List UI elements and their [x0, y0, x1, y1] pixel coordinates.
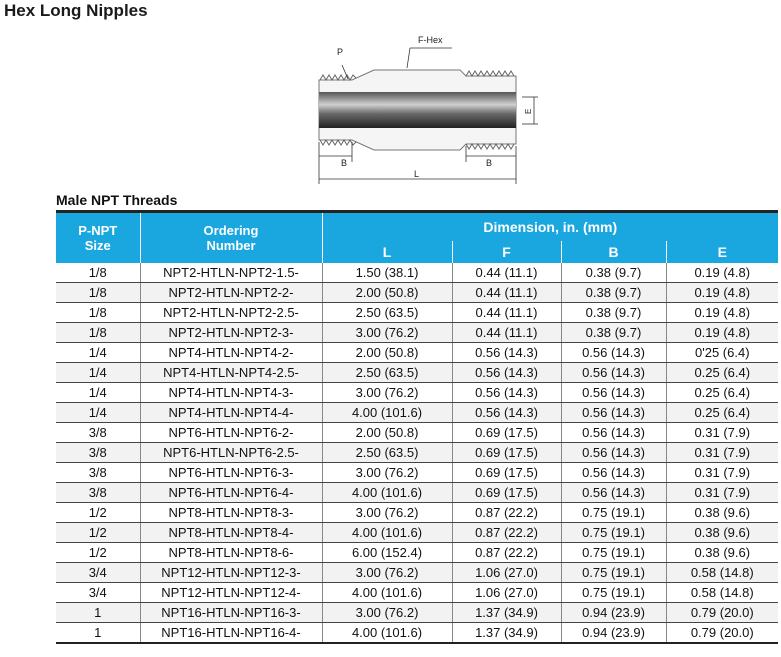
- cell-ordering-number: NPT4-HTLN-NPT4-3-: [140, 383, 322, 403]
- header-col-e: E: [666, 241, 778, 263]
- cell-l: 2.50 (63.5): [322, 303, 452, 323]
- section-title: Male NPT Threads: [56, 192, 178, 208]
- cell-l: 2.00 (50.8): [322, 283, 452, 303]
- cell-b: 0.38 (9.7): [561, 303, 666, 323]
- cell-ordering-number: NPT2-HTLN-NPT2-2.5-: [140, 303, 322, 323]
- cell-size: 3/8: [56, 443, 140, 463]
- nipple-diagram: [312, 30, 552, 190]
- table-row: [56, 343, 778, 363]
- cell-f: 0.56 (14.3): [452, 363, 561, 383]
- table-row: [56, 423, 778, 443]
- cell-f: 0.69 (17.5): [452, 483, 561, 503]
- cell-ordering-number: NPT2-HTLN-NPT2-2-: [140, 283, 322, 303]
- header-col-f: F: [452, 241, 561, 263]
- table-row: [56, 523, 778, 543]
- cell-f: 0.56 (14.3): [452, 383, 561, 403]
- cell-e: 0.19 (4.8): [666, 323, 778, 343]
- cell-size: 1/2: [56, 543, 140, 563]
- cell-l: 2.50 (63.5): [322, 443, 452, 463]
- header-ordering-line2: Number: [206, 238, 256, 253]
- header-ordering: [140, 212, 322, 264]
- cell-l: 2.50 (63.5): [322, 363, 452, 383]
- cell-b: 0.56 (14.3): [561, 363, 666, 383]
- label-e: E: [524, 108, 533, 114]
- cell-ordering-number: NPT2-HTLN-NPT2-1.5-: [140, 263, 322, 283]
- cell-size: 1/8: [56, 283, 140, 303]
- header-dimension-group: Dimension, in. (mm): [322, 212, 778, 242]
- header-size-line1: P-NPT: [78, 223, 118, 238]
- cell-e: 0.58 (14.8): [666, 583, 778, 603]
- cell-l: 6.00 (152.4): [322, 543, 452, 563]
- cell-b: 0.56 (14.3): [561, 483, 666, 503]
- cell-size: 1: [56, 603, 140, 623]
- cell-f: 0.56 (14.3): [452, 343, 561, 363]
- table-row: [56, 483, 778, 503]
- cell-e: 0.58 (14.8): [666, 563, 778, 583]
- cell-e: 0'25 (6.4): [666, 343, 778, 363]
- cell-b: 0.75 (19.1): [561, 543, 666, 563]
- cell-e: 0.19 (4.8): [666, 303, 778, 323]
- cell-size: 1/4: [56, 383, 140, 403]
- cell-f: 0.69 (17.5): [452, 463, 561, 483]
- cell-size: 3/4: [56, 583, 140, 603]
- label-b-left: B: [341, 158, 348, 168]
- table-row: [56, 563, 778, 583]
- cell-b: 0.56 (14.3): [561, 463, 666, 483]
- cell-l: 3.00 (76.2): [322, 603, 452, 623]
- cell-l: 2.00 (50.8): [322, 343, 452, 363]
- header-size-line2: Size: [84, 238, 111, 253]
- cell-ordering-number: NPT8-HTLN-NPT8-6-: [140, 543, 322, 563]
- cell-size: 1/8: [56, 263, 140, 283]
- cell-f: 0.87 (22.2): [452, 523, 561, 543]
- cell-f: 0.44 (11.1): [452, 283, 561, 303]
- cell-l: 3.00 (76.2): [322, 503, 452, 523]
- table-row: [56, 623, 778, 644]
- cell-e: 0.38 (9.6): [666, 543, 778, 563]
- cell-size: 3/8: [56, 483, 140, 503]
- cell-e: 0.79 (20.0): [666, 623, 778, 644]
- table-row: [56, 583, 778, 603]
- bore: [319, 92, 516, 128]
- cell-b: 0.38 (9.7): [561, 263, 666, 283]
- cell-size: 3/4: [56, 563, 140, 583]
- cell-b: 0.94 (23.9): [561, 603, 666, 623]
- cell-f: 1.37 (34.9): [452, 603, 561, 623]
- cell-b: 0.56 (14.3): [561, 443, 666, 463]
- cell-ordering-number: NPT8-HTLN-NPT8-4-: [140, 523, 322, 543]
- cell-e: 0.19 (4.8): [666, 263, 778, 283]
- table-row: [56, 463, 778, 483]
- cell-size: 1/2: [56, 523, 140, 543]
- dimension-table: [56, 210, 778, 644]
- cell-size: 1/2: [56, 503, 140, 523]
- table-row: [56, 403, 778, 423]
- cell-size: 3/8: [56, 423, 140, 443]
- cell-ordering-number: NPT4-HTLN-NPT4-2-: [140, 343, 322, 363]
- header-ordering-line1: Ordering: [203, 223, 259, 238]
- cell-l: 4.00 (101.6): [322, 483, 452, 503]
- cell-ordering-number: NPT12-HTLN-NPT12-3-: [140, 563, 322, 583]
- cell-ordering-number: NPT12-HTLN-NPT12-4-: [140, 583, 322, 603]
- cell-f: 0.44 (11.1): [452, 303, 561, 323]
- label-l: L: [414, 169, 420, 179]
- cell-l: 2.00 (50.8): [322, 423, 452, 443]
- cell-ordering-number: NPT8-HTLN-NPT8-3-: [140, 503, 322, 523]
- table-body: [56, 263, 778, 643]
- header-size: [56, 212, 140, 264]
- cell-e: 0.31 (7.9): [666, 463, 778, 483]
- cell-b: 0.38 (9.7): [561, 283, 666, 303]
- cell-b: 0.38 (9.7): [561, 323, 666, 343]
- cell-ordering-number: NPT4-HTLN-NPT4-2.5-: [140, 363, 322, 383]
- table-row: [56, 283, 778, 303]
- table-row: [56, 363, 778, 383]
- cell-l: 4.00 (101.6): [322, 623, 452, 644]
- table-row: [56, 443, 778, 463]
- cell-l: 3.00 (76.2): [322, 463, 452, 483]
- table-row: [56, 503, 778, 523]
- cell-f: 0.44 (11.1): [452, 263, 561, 283]
- cell-e: 0.25 (6.4): [666, 403, 778, 423]
- cell-b: 0.56 (14.3): [561, 343, 666, 363]
- cell-size: 3/8: [56, 463, 140, 483]
- cell-e: 0.19 (4.8): [666, 283, 778, 303]
- page-title: Hex Long Nipples: [4, 1, 148, 20]
- cell-b: 0.75 (19.1): [561, 523, 666, 543]
- label-f-hex: F-Hex: [418, 35, 443, 45]
- cell-e: 0.79 (20.0): [666, 603, 778, 623]
- cell-f: 0.44 (11.1): [452, 323, 561, 343]
- cell-f: 0.69 (17.5): [452, 443, 561, 463]
- cell-e: 0.25 (6.4): [666, 363, 778, 383]
- cell-size: 1/4: [56, 343, 140, 363]
- cell-size: 1/4: [56, 363, 140, 383]
- cell-f: 1.37 (34.9): [452, 623, 561, 644]
- cell-size: 1: [56, 623, 140, 644]
- cell-b: 0.94 (23.9): [561, 623, 666, 644]
- label-p: P: [337, 47, 344, 57]
- table-row: [56, 263, 778, 283]
- cell-ordering-number: NPT2-HTLN-NPT2-3-: [140, 323, 322, 343]
- cell-f: 0.56 (14.3): [452, 403, 561, 423]
- cell-ordering-number: NPT16-HTLN-NPT16-4-: [140, 623, 322, 644]
- cell-l: 4.00 (101.6): [322, 523, 452, 543]
- table-row: [56, 303, 778, 323]
- cell-e: 0.25 (6.4): [666, 383, 778, 403]
- cell-l: 3.00 (76.2): [322, 323, 452, 343]
- cell-l: 4.00 (101.6): [322, 403, 452, 423]
- cell-e: 0.31 (7.9): [666, 443, 778, 463]
- cell-size: 1/8: [56, 303, 140, 323]
- header-col-l: L: [322, 241, 452, 263]
- cell-ordering-number: NPT16-HTLN-NPT16-3-: [140, 603, 322, 623]
- cell-b: 0.75 (19.1): [561, 503, 666, 523]
- cell-ordering-number: NPT6-HTLN-NPT6-4-: [140, 483, 322, 503]
- cell-l: 3.00 (76.2): [322, 383, 452, 403]
- cell-l: 4.00 (101.6): [322, 583, 452, 603]
- cell-b: 0.75 (19.1): [561, 583, 666, 603]
- label-b-right: B: [486, 158, 493, 168]
- cell-b: 0.56 (14.3): [561, 403, 666, 423]
- cell-e: 0.31 (7.9): [666, 483, 778, 503]
- cell-ordering-number: NPT6-HTLN-NPT6-2.5-: [140, 443, 322, 463]
- cell-e: 0.38 (9.6): [666, 503, 778, 523]
- table-row: [56, 543, 778, 563]
- cell-e: 0.38 (9.6): [666, 523, 778, 543]
- table-row: [56, 383, 778, 403]
- cell-f: 0.87 (22.2): [452, 503, 561, 523]
- table-row: [56, 603, 778, 623]
- cell-l: 3.00 (76.2): [322, 563, 452, 583]
- cell-ordering-number: NPT6-HTLN-NPT6-2-: [140, 423, 322, 443]
- cell-ordering-number: NPT4-HTLN-NPT4-4-: [140, 403, 322, 423]
- cell-b: 0.56 (14.3): [561, 423, 666, 443]
- cell-f: 1.06 (27.0): [452, 563, 561, 583]
- header-col-b: B: [561, 241, 666, 263]
- cell-e: 0.31 (7.9): [666, 423, 778, 443]
- cell-size: 1/4: [56, 403, 140, 423]
- cell-b: 0.56 (14.3): [561, 383, 666, 403]
- cell-b: 0.75 (19.1): [561, 563, 666, 583]
- cell-f: 0.69 (17.5): [452, 423, 561, 443]
- cell-f: 0.87 (22.2): [452, 543, 561, 563]
- cell-ordering-number: NPT6-HTLN-NPT6-3-: [140, 463, 322, 483]
- cell-size: 1/8: [56, 323, 140, 343]
- table-row: [56, 323, 778, 343]
- cell-l: 1.50 (38.1): [322, 263, 452, 283]
- cell-f: 1.06 (27.0): [452, 583, 561, 603]
